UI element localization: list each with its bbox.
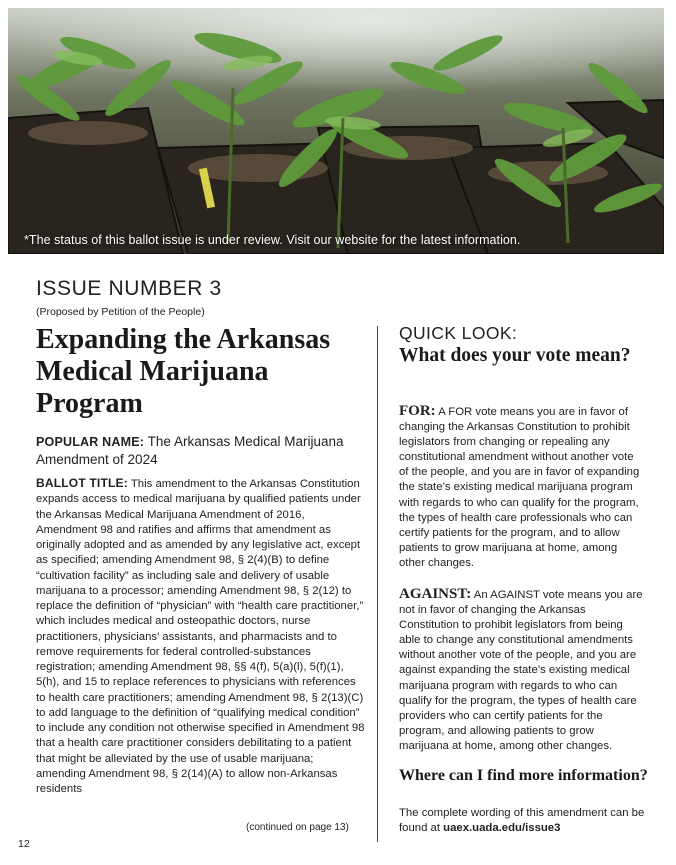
page-title: Expanding the Arkansas Medical Marijuana Program	[36, 324, 331, 419]
against-text: An AGAINST vote means you are not in favor of changing the Arkansas Constitution to prohibit legislators from being able to change any constitutional amendments without another vote of the people, and you are against expanding the state’s existing medical marijuana program with regards to who can qualify for the program, the types of health care providers who can certify patients for the program, and allowing patients to grow marijuana at home, among other changes.	[399, 589, 643, 752]
header-photo	[8, 8, 664, 254]
against-section	[399, 587, 645, 754]
column-divider	[377, 326, 378, 842]
page-number: 12	[18, 838, 30, 850]
ballot-title-label: BALLOT TITLE:	[36, 476, 128, 490]
against-label: AGAINST:	[399, 586, 472, 602]
more-info-heading: Where can I find more information?	[399, 767, 648, 784]
popular-name	[36, 433, 366, 469]
cannabis-plants-photo	[8, 8, 664, 254]
quick-look-label: QUICK LOOK:	[399, 323, 518, 343]
for-text: A FOR vote means you are in favor of changing the Arkansas Constitution to prohibit legislators from changing or repealing any constitutional amendment without another vote of the people, and you are in favor of expanding the state’s existing medical marijuana program with regards to who can qualify for the program, the types of health care professionals who can certify patients for the program, and to allow patients to grow marijuana at home, among other changes.	[399, 406, 640, 569]
proposed-by: (Proposed by Petition of the People)	[36, 306, 205, 318]
quick-look-question: What does your vote mean?	[399, 345, 631, 366]
popular-name-text: The Arkansas Medical Marijuana Amendment of 2024	[36, 434, 344, 467]
continued-note: (continued on page 13)	[246, 822, 349, 833]
ballot-title	[36, 476, 366, 797]
more-info	[399, 806, 649, 836]
more-info-link[interactable]: uaex.uada.edu/issue3	[443, 822, 561, 834]
photo-caption: *The status of this ballot issue is under review. Visit our website for the latest information.	[24, 233, 521, 247]
more-info-text: The complete wording of this amendment can be found at	[399, 807, 645, 834]
ballot-title-text: This amendment to the Arkansas Constitution expands access to medical marijuana by qualified patients under the Arkansas Medical Marijuana Amendment of 2016, Amendment 98 and ratifies and affirms that amendment as originally adopted and as amended by any legislative act, except as specified; amending Amendment 98, § 2(4)(B) to define “cultivation facility” as including sale and delivery of usable marijuana to a processor; amending Amendment 98, § 2(12) to replace the definition of “physician” with “health care practitioner,” which includes medical and osteopathic doctors, nurse practitioners, physicians’ assistants, and pharmacists and to remove requirements for federal controlled-substances registration; amending Amendment 98, §§ 4(f), 5(a)(l), 5(f)(1), 5(h), and 15 to replace references to physicians with references to health care practitioners; amending Amendment 98, § 2(13)(C) to add language to the definition of “qualifying medical condition” to include any condition not otherwise specified in Amendment 98 that a health care practitioner considers debilitating to a patient that might be alleviated by the use of usable marijuana; amending Amendment 98, § 2(14)(A) to allow non-Arkansas residents	[36, 478, 365, 795]
popular-name-label: POPULAR NAME:	[36, 435, 145, 449]
issue-number: ISSUE NUMBER 3	[36, 277, 222, 300]
for-section	[399, 404, 645, 571]
for-label: FOR:	[399, 403, 436, 419]
